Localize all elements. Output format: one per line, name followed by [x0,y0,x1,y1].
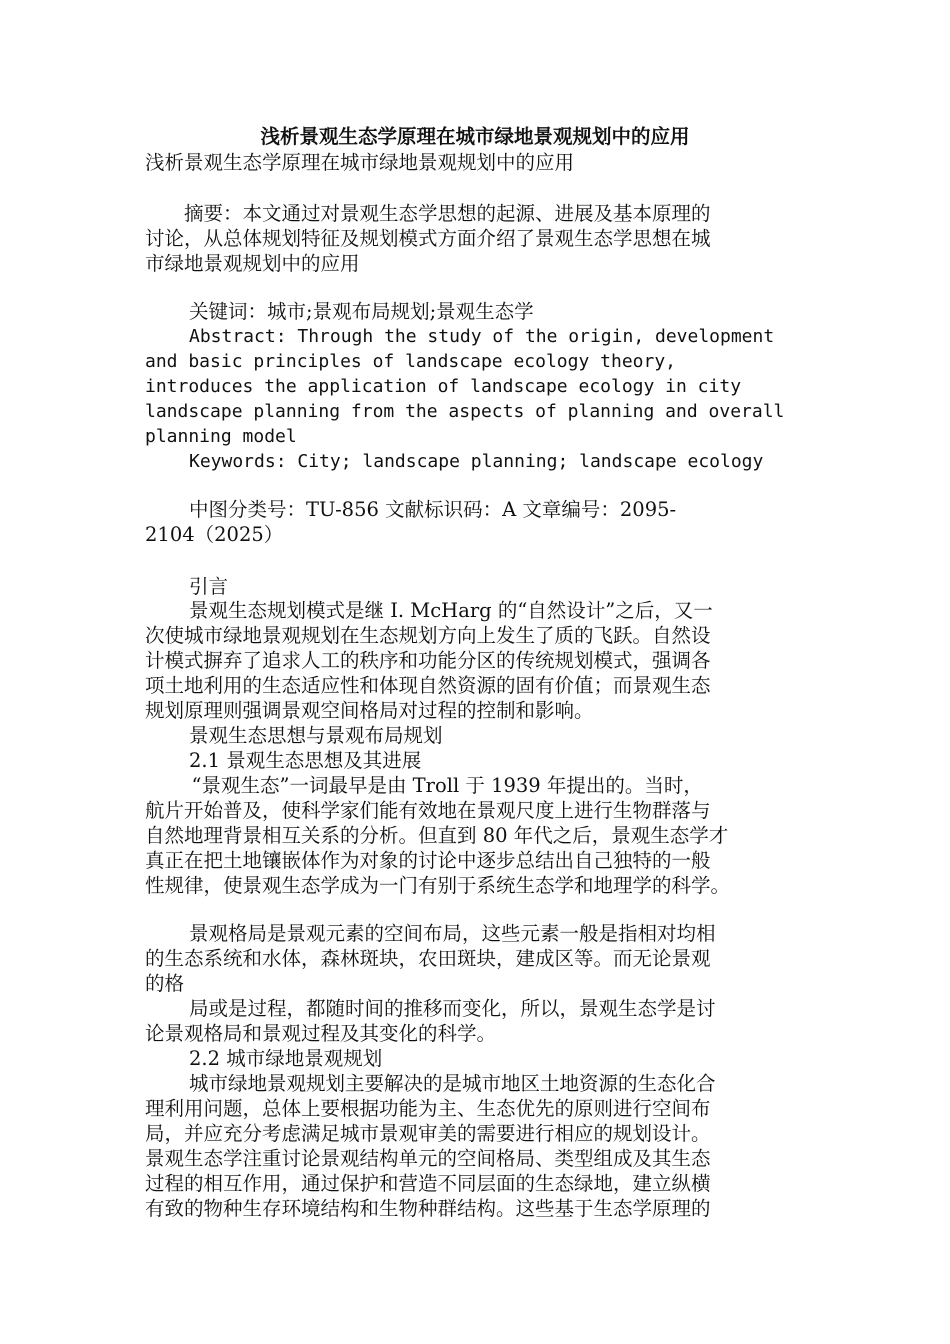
abstract-cn-line: 讨论，从总体规划特征及规划模式方面介绍了景观生态学思想在城 [145,227,711,250]
body-line: 自然地理背景相互关系的分析。但直到 80 年代之后，景观生态学才 [145,824,729,847]
subtitle-line: 浅析景观生态学原理在城市绿地景观规划中的应用 [145,151,575,174]
body-line: 局或是过程，都随时间的推移而变化，所以，景观生态学是讨 [189,997,716,1020]
body-line: 的生态系统和水体，森林斑块，农田斑块，建成区等。而无论景观 [145,947,711,970]
subsection-heading: 2.2 城市绿地景观规划 [189,1047,383,1070]
body-line: 规划原理则强调景观空间格局对过程的控制和影响。 [145,699,594,722]
body-line: 的格 [145,972,185,995]
body-line: 景观生态规划模式是继 I. McHarg 的“自然设计”之后，又一 [189,599,713,622]
body-line: 真正在把土地镶嵌体作为对象的讨论中逐步总结出自己独特的一般 [145,849,711,872]
body-line: 景观生态学注重讨论景观结构单元的空间格局、类型组成及其生态 [145,1147,711,1170]
abstract-cn-line: 摘要：本文通过对景观生态学思想的起源、进展及基本原理的 [145,202,711,225]
doc-title: 浅析景观生态学原理在城市绿地景观规划中的应用 [260,125,690,148]
abstract-en-line: and basic principles of landscape ecology theory, [145,351,677,372]
abstract-en-line: landscape planning from the aspects of planning and overall [145,401,785,422]
body-line: 次使城市绿地景观规划在生态规划方向上发生了质的飞跃。自然设 [145,624,711,647]
body-line: 项土地利用的生态适应性和体现自然资源的固有价值；而景观生态 [145,674,711,697]
body-line: 理利用问题，总体上要根据功能为主、生态优先的原则进行空间布 [145,1097,711,1120]
body-line: 论景观格局和景观过程及其变化的科学。 [145,1022,497,1045]
body-line: 城市绿地景观规划主要解决的是城市地区土地资源的生态化合 [189,1072,716,1095]
body-line: 有致的物种生存环境结构和生物种群结构。这些基于生态学原理的 [145,1197,711,1220]
keywords-en-line: Keywords: City; landscape planning; landscape ecology [189,451,764,472]
body-line: 航片开始普及，使科学家们能有效地在景观尺度上进行生物群落与 [145,799,711,822]
classification-line: 中图分类号：TU-856 文献标识码：A 文章编号：2095- [189,498,677,521]
body-line: 性规律，使景观生态学成为一门有别于系统生态学和地理学的科学。 [145,874,731,897]
body-line: 景观格局是景观元素的空间布局，这些元素一般是指相对均相 [189,922,716,945]
body-line: 过程的相互作用，通过保护和营造不同层面的生态绿地，建立纵横 [145,1172,711,1195]
section-heading: 景观生态思想与景观布局规划 [189,724,443,747]
body-line: 局，并应充分考虑满足城市景观审美的需要进行相应的规划设计。 [145,1122,711,1145]
abstract-en-line: Abstract: Through the study of the origin, development [189,326,775,347]
classification-line: 2104（2025） [145,523,284,546]
keywords-cn-line: 关键词：城市;景观布局规划;景观生态学 [189,300,534,323]
abstract-cn-line: 市绿地景观规划中的应用 [145,252,360,275]
body-line: 计模式摒弃了追求人工的秩序和功能分区的传统规划模式，强调各 [145,649,711,672]
section-heading: 引言 [189,575,229,598]
abstract-en-line: planning model [145,426,297,447]
abstract-en-line: introduces the application of landscape ecology in city [145,376,742,397]
body-line: “景观生态”一词最早是由 Troll 于 1939 年提出的。当时， [172,774,703,797]
subsection-heading: 2.1 景观生态思想及其进展 [189,749,422,772]
